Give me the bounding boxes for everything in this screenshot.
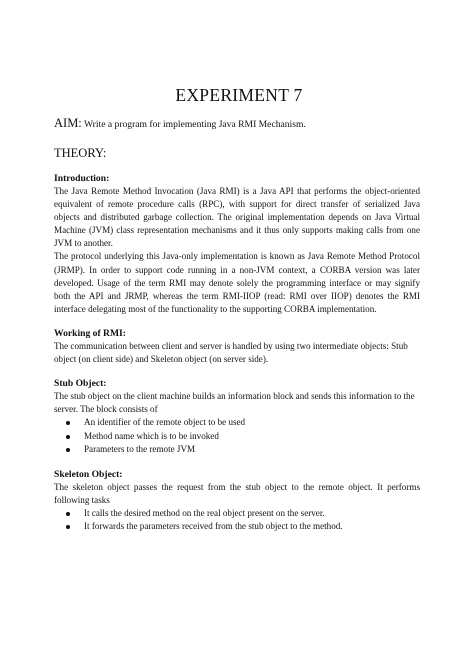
aim-label: AIM: <box>54 116 82 130</box>
list-item <box>54 416 420 429</box>
working-paragraph: The communication between client and server is handled by using two intermediate objects: Stub object (on client side) and Skeleton object (on server side). <box>54 340 408 365</box>
working-heading: Working of RMI: <box>54 327 126 339</box>
introduction-paragraph-2: The protocol underlying this Java-only implementation is known as Java Remote Method Protocol (JRMP). In order to support code running in a non-JVM context, a CORBA version was later developed. Usage of the term RMI may denote solely the programming interface or may signify both the API and JRMP, whereas the term RMI-IIOP (read: RMI over IIOP) denotes the RMI interface delegating most of the functionality to the supporting CORBA implementation. <box>54 251 420 314</box>
skeleton-section <box>54 468 420 534</box>
stub-paragraph: The stub object on the client machine builds an information block and sends this information to the server. The block consists of <box>54 391 415 415</box>
list-item <box>54 430 420 443</box>
list-item-text: An identifier of the remote object to be used <box>84 417 246 428</box>
bullet-icon <box>66 421 70 425</box>
list-item <box>54 520 420 533</box>
working-section <box>54 327 420 366</box>
aim-line <box>54 116 420 132</box>
list-item-text: It forwards the parameters received from the stub object to the method. <box>84 521 343 532</box>
skeleton-paragraph: The skeleton object passes the request from the stub object to the remote object. It performs following tasks <box>54 481 420 505</box>
bullet-icon <box>66 435 70 439</box>
skeleton-list <box>54 507 420 534</box>
stub-list <box>54 416 420 456</box>
introduction-paragraph-1: The Java Remote Method Invocation (Java RMI) is a Java API that performs the object-oriented equivalent of remote procedure calls (RPC), with support for direct transfer of serialized Java objects and distributed garbage collection. The original implementation depends on Java Virtual Machine (JVM) class representation mechanisms and it thus only supports making calls from one JVM to another. <box>54 186 420 249</box>
aim-text: Write a program for implementing Java RMI Mechanism. <box>81 119 306 130</box>
list-item <box>54 507 420 520</box>
list-item-text: Parameters to the remote JVM <box>84 444 196 455</box>
list-item <box>54 443 420 456</box>
stub-section <box>54 377 420 456</box>
document-content <box>54 84 420 534</box>
list-item-text: It calls the desired method on the real object present on the server. <box>84 507 325 518</box>
theory-heading: THEORY: <box>54 146 107 160</box>
stub-heading: Stub Object: <box>54 378 107 390</box>
skeleton-heading: Skeleton Object: <box>54 468 123 480</box>
page-title: EXPERIMENT 7 <box>175 85 303 105</box>
bullet-icon <box>66 448 70 452</box>
bullet-icon <box>66 512 70 516</box>
introduction-heading: Introduction: <box>54 173 110 184</box>
bullet-icon <box>66 525 70 529</box>
list-item-text: Method name which is to be invoked <box>84 430 219 441</box>
introduction-section <box>54 172 420 316</box>
